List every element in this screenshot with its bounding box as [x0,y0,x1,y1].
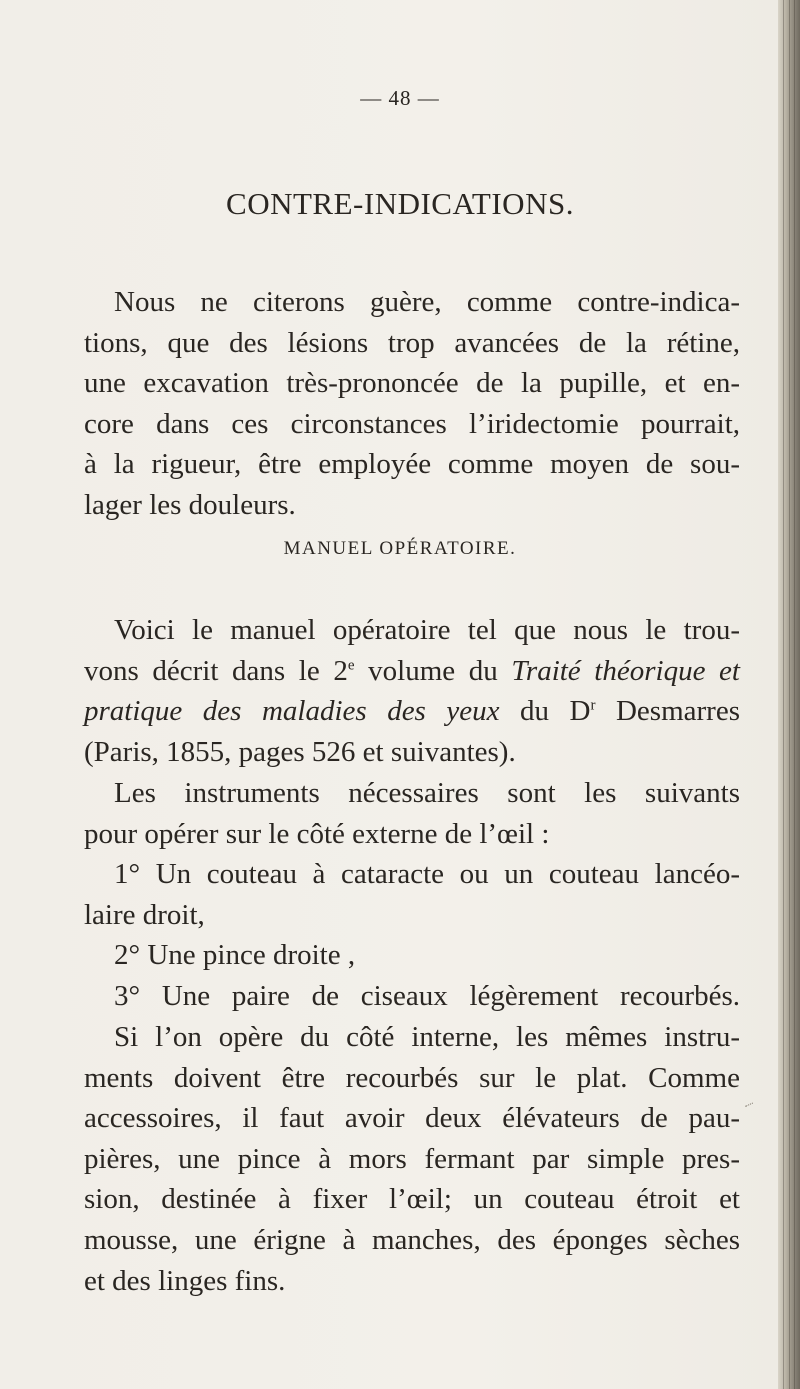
text-line: Si l’on opère du côté interne, les mêmes instru- [114,1021,740,1053]
text-line: tions, que des lésions trop avancées de la rétine, [84,326,740,359]
edge-line [794,0,795,1389]
text-line: pières, une pince à mors fermant par simple pres- [84,1142,740,1175]
text-line: Voici le manuel opératoire tel que nous le trou- [114,614,740,646]
text-line: mousse, une érigne à manches, des éponges sèches [84,1223,740,1256]
paragraph-manuel [84,610,740,772]
text-line: lager les douleurs. [84,488,296,521]
edge-line [789,0,790,1389]
text-line: accessoires, il faut avoir deux élévateurs de pau- [84,1102,740,1135]
text-line: 2° Une pince droite , [114,939,356,972]
text-line: sion, destinée à fixer l’œil; un couteau étroit et [84,1183,740,1216]
edge-line [783,0,784,1389]
text-line: laire droit, [84,898,205,931]
text-line: core dans ces circonstances l’iridectomie pourrait, [84,407,740,440]
ink-speck [745,1103,754,1111]
paragraph-instruments [84,773,740,1017]
book-title-italic: Traité théorique et [511,654,740,687]
text-line: pour opérer sur le côté externe de l’œil : [84,817,550,850]
superscript: r [590,697,596,714]
text-line: ments doivent être recourbés sur le plat. Comme [84,1061,740,1094]
section-subheading: MANUEL OPÉRATOIRE. [283,538,517,559]
text-line: à la rigueur, être employée comme moyen de sou- [84,448,740,481]
text-line: 3° Une paire de ciseaux légèrement recourbés. [114,979,740,1012]
page-number: — 48 — [360,86,440,110]
text-segment: volume du [354,654,512,687]
text-line: une excavation très-prononcée de la pupille, et en- [84,367,740,400]
text-segment: vons décrit dans le 2 [84,654,348,687]
text-line [84,651,740,692]
superscript: e [347,656,355,673]
text-segment: du D [499,695,591,728]
text-line: 1° Un couteau à cataracte ou un couteau lancéo- [114,858,740,891]
text-line: (Paris, 1855, pages 526 et suivantes). [84,735,516,768]
text-line [84,691,740,732]
paragraph-contre-indications [84,282,740,526]
text-line: Les instruments nécessaires sont les suivants [114,777,740,809]
text-line: Nous ne citerons guère, comme contre-indica- [114,286,740,318]
page-edge-shadow [778,0,800,1389]
text-segment: Desmarres [595,695,740,728]
text-line: et des linges fins. [84,1264,286,1297]
paragraph-cote-interne [84,1017,740,1301]
section-title: CONTRE-INDICATIONS. [226,186,574,221]
book-title-italic: pratique des maladies des yeux [84,695,500,728]
